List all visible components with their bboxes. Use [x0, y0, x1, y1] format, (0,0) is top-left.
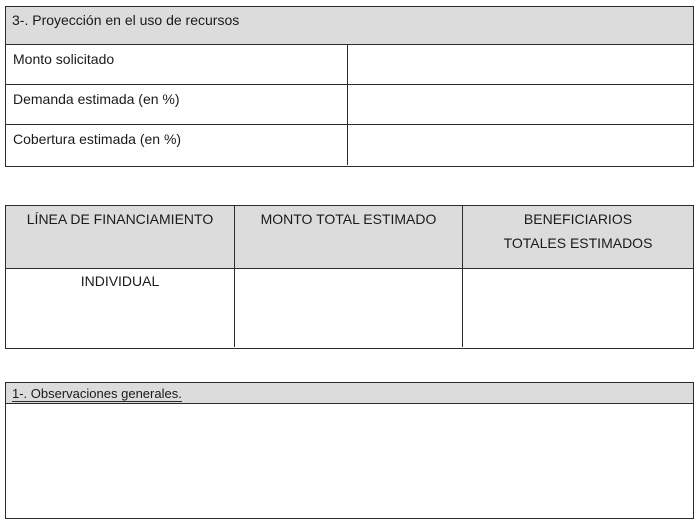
financing-table-header — [6, 206, 693, 269]
form-row-monto-solicitado — [6, 45, 693, 85]
financing-table — [5, 205, 694, 349]
resource-projection-section — [5, 6, 694, 167]
resource-projection-title: 3-. Proyección en el uso de recursos — [12, 12, 240, 28]
monto-total-field[interactable] — [235, 269, 463, 347]
monto-solicitado-label: Monto solicitado — [6, 45, 348, 84]
observations-header — [6, 383, 693, 404]
column-header-linea: LÍNEA DE FINANCIAMIENTO — [6, 206, 235, 268]
column-header-monto-total: MONTO TOTAL ESTIMADO — [235, 206, 463, 268]
cobertura-estimada-field[interactable] — [348, 125, 693, 165]
cobertura-estimada-label: Cobertura estimada (en %) — [6, 125, 348, 165]
form-row-demanda-estimada — [6, 85, 693, 125]
resource-projection-header — [6, 7, 693, 45]
observations-section — [5, 382, 694, 519]
observations-title: 1-. Observaciones generales. — [12, 386, 182, 401]
beneficiarios-field[interactable] — [463, 269, 693, 347]
column-header-beneficiarios: BENEFICIARIOS TOTALES ESTIMADOS — [503, 211, 653, 251]
observations-field[interactable] — [6, 404, 693, 517]
demanda-estimada-label: Demanda estimada (en %) — [6, 85, 348, 124]
table-row — [6, 269, 693, 347]
form-row-cobertura-estimada — [6, 125, 693, 165]
linea-cell: INDIVIDUAL — [6, 269, 235, 347]
demanda-estimada-field[interactable] — [348, 85, 693, 124]
monto-solicitado-field[interactable] — [348, 45, 693, 84]
